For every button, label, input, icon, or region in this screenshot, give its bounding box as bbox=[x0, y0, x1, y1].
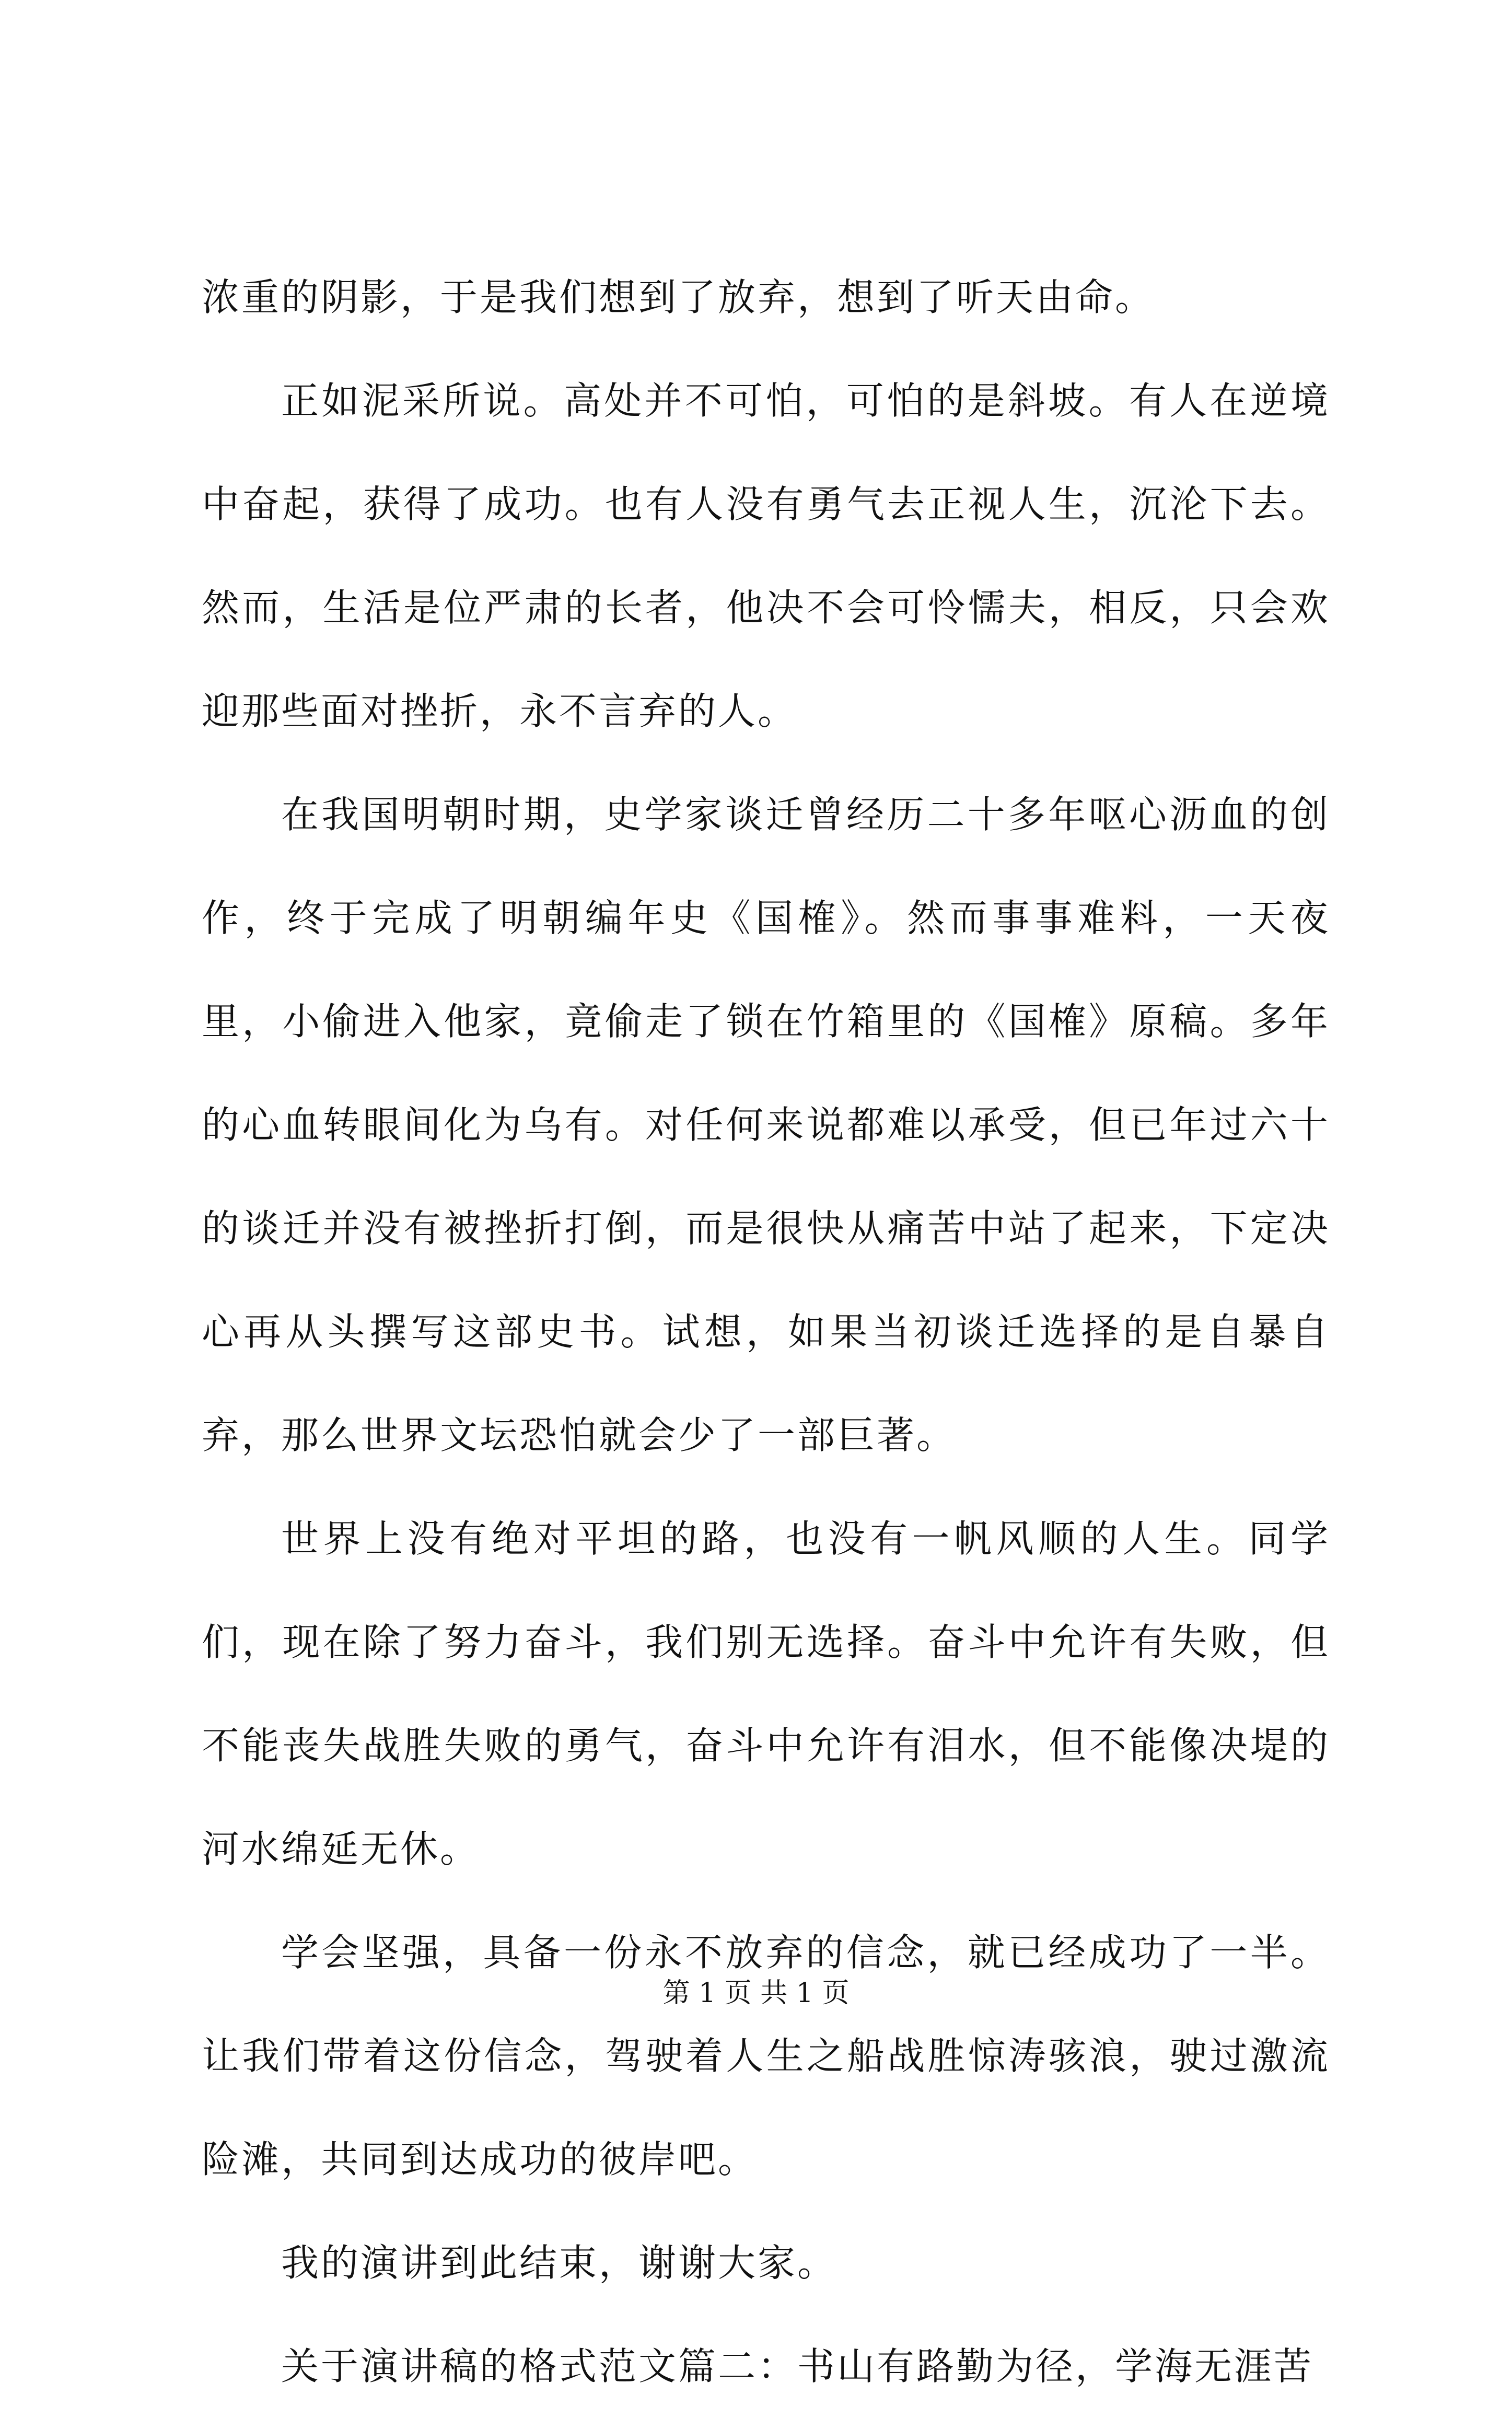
paragraph-tan-qian-story: 在我国明朝时期，史学家谈迁曾经历二十多年呕心沥血的创作，终于完成了明朝编年史《国榷》。然而事事难料，一天夜里，小偷进入他家，竟偷走了锁在竹箱里的《国榷》原稿。多年的心血转眼间化为乌有。对任何来说都难以承受，但已年过六十的谈迁并没有被挫折打倒，而是很快从痛苦中站了起来，下定决心再从头撰写这部史书。试想，如果当初谈迁选择的是自暴自弃，那么世界文坛恐怕就会少了一部巨著。 bbox=[202, 793, 1330, 1457]
paragraph-closing: 我的演讲到此结束，谢谢大家。 bbox=[281, 2241, 838, 2285]
paragraph-continuation: 浓重的阴影，于是我们想到了放弃，想到了听天由命。 bbox=[202, 275, 1155, 319]
paragraph-nietzsche-quote: 正如泥采所说。高处并不可怕，可怕的是斜坡。有人在逆境中奋起，获得了成功。也有人没有勇气去正视人生，沉沦下去。然而，生活是位严肃的长者，他决不会可怜懦夫，相反，只会欢迎那些面对挫折，永不言弃的人。 bbox=[202, 379, 1330, 733]
paragraph-next-article-title: 关于演讲稿的格式范文篇二：书山有路勤为径，学海无涯苦 bbox=[281, 2344, 1314, 2388]
paragraph-no-smooth-road: 世界上没有绝对平坦的路，也没有一帆风顺的人生。同学们，现在除了努力奋斗，我们别无选择。奋斗中允许有失败，但不能丧失战胜失败的勇气，奋斗中允许有泪水，但不能像决堤的河水绵延无休。 bbox=[202, 1517, 1330, 1871]
page-number-footer: 第 1 页 共 1 页 bbox=[662, 1978, 850, 2009]
document-body bbox=[202, 246, 1330, 2418]
paragraph-be-strong: 学会坚强，具备一份永不放弃的信念，就已经成功了一半。让我们带着这份信念，驾驶着人生之船战胜惊涛骇浪，驶过激流险滩，共同到达成功的彼岸吧。 bbox=[202, 1931, 1330, 2181]
